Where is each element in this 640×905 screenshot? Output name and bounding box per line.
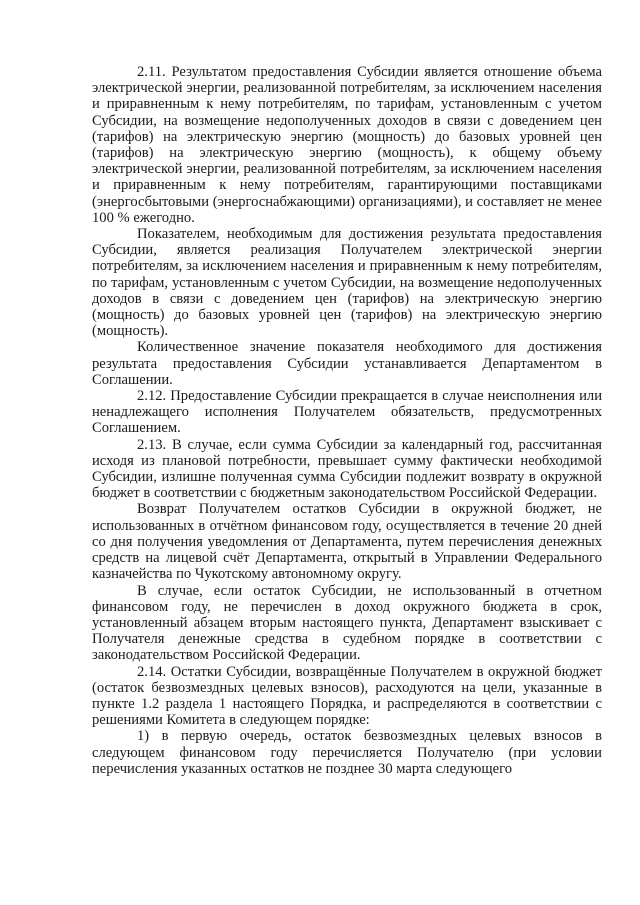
paragraph-2-13: 2.13. В случае, если сумма Субсидии за календарный год, рассчитанная исходя из плановой потребности, превышает сумму фактически необходимой Субсидии, излишне полученная сумма Субсидии подлежит возврату в окружной бюджет в соответствии с бюджетным законодательством Российской Федерации. — [92, 436, 602, 502]
paragraph-2-12: 2.12. Предоставление Субсидии прекращается в случае неисполнения или ненадлежащего исполнения Получателем обязательств, предусмотренных Соглашением. — [92, 388, 602, 437]
paragraph-2-14: 2.14. Остатки Субсидии, возвращённые Получателем в окружной бюджет (остаток безвозмездных целевых взносов), расходуются на цели, указанные в пункте 1.2 раздела 1 настоящего Порядка, и распределяются в соответствии с решениями Комитета в следующем порядке: — [92, 663, 602, 729]
paragraph-list-item-1: 1) в первую очередь, остаток безвозмездных целевых взносов в следующем финансовом году перечисляется Получателю (при условии перечисления указанных остатков не позднее 30 марта следующего — [92, 728, 602, 777]
document-page — [92, 64, 602, 777]
paragraph-quantitative-value: Количественное значение показателя необходимого для достижения результата предоставления Субсидии устанавливается Департаментом в Соглашении. — [92, 339, 602, 388]
paragraph-return-of-remainders: Возврат Получателем остатков Субсидии в окружной бюджет, не использованных в отчётном финансовом году, осуществляется в течение 20 дней со дня получения уведомления от Департамента, путем перечисления денежных средств на лицевой счёт Департамента, открытый в Управлении Федерального казначейства по Чукотскому автономному округу. — [92, 501, 602, 583]
paragraph-court-recovery: В случае, если остаток Субсидии, не использованный в отчетном финансовом году, не перечислен в доход окружного бюджета в срок, установленный абзацем вторым настоящего пункта, Департамент взыскивает с Получателя денежные средства в судебном порядке в соответствии с законодательством Российской Федерации. — [92, 582, 602, 664]
paragraph-2-11: 2.11. Результатом предоставления Субсидии является отношение объема электрической энергии, реализованной потребителям, за исключением населения и приравненным к нему потребителям, по тарифам, установленным с учетом Субсидии, на возмещение недополученных доходов в связи с доведением цен (тарифов) на электрическую энергию (мощность) до базовых уровней цен (тарифов) на электрическую энергию (мощность), к общему объему электрической энергии, реализованной потребителям, за исключением населения и приравненным к нему потребителям, гарантирующими поставщиками (энергосбытовыми (энергоснабжающими) организациями), и составляет не менее 100 % ежегодно. — [92, 64, 602, 226]
paragraph-indicator: Показателем, необходимым для достижения результата предоставления Субсидии, является реализация Получателем электрической энергии потребителям, за исключением населения и приравненным к нему потребителям, по тарифам, установленным с учетом Субсидии, на возмещение недополученных доходов в связи с доведением цен (тарифов) на электрическую энергию (мощность) до базовых уровней цен (тарифов) на электрическую энергию (мощность). — [92, 226, 602, 340]
